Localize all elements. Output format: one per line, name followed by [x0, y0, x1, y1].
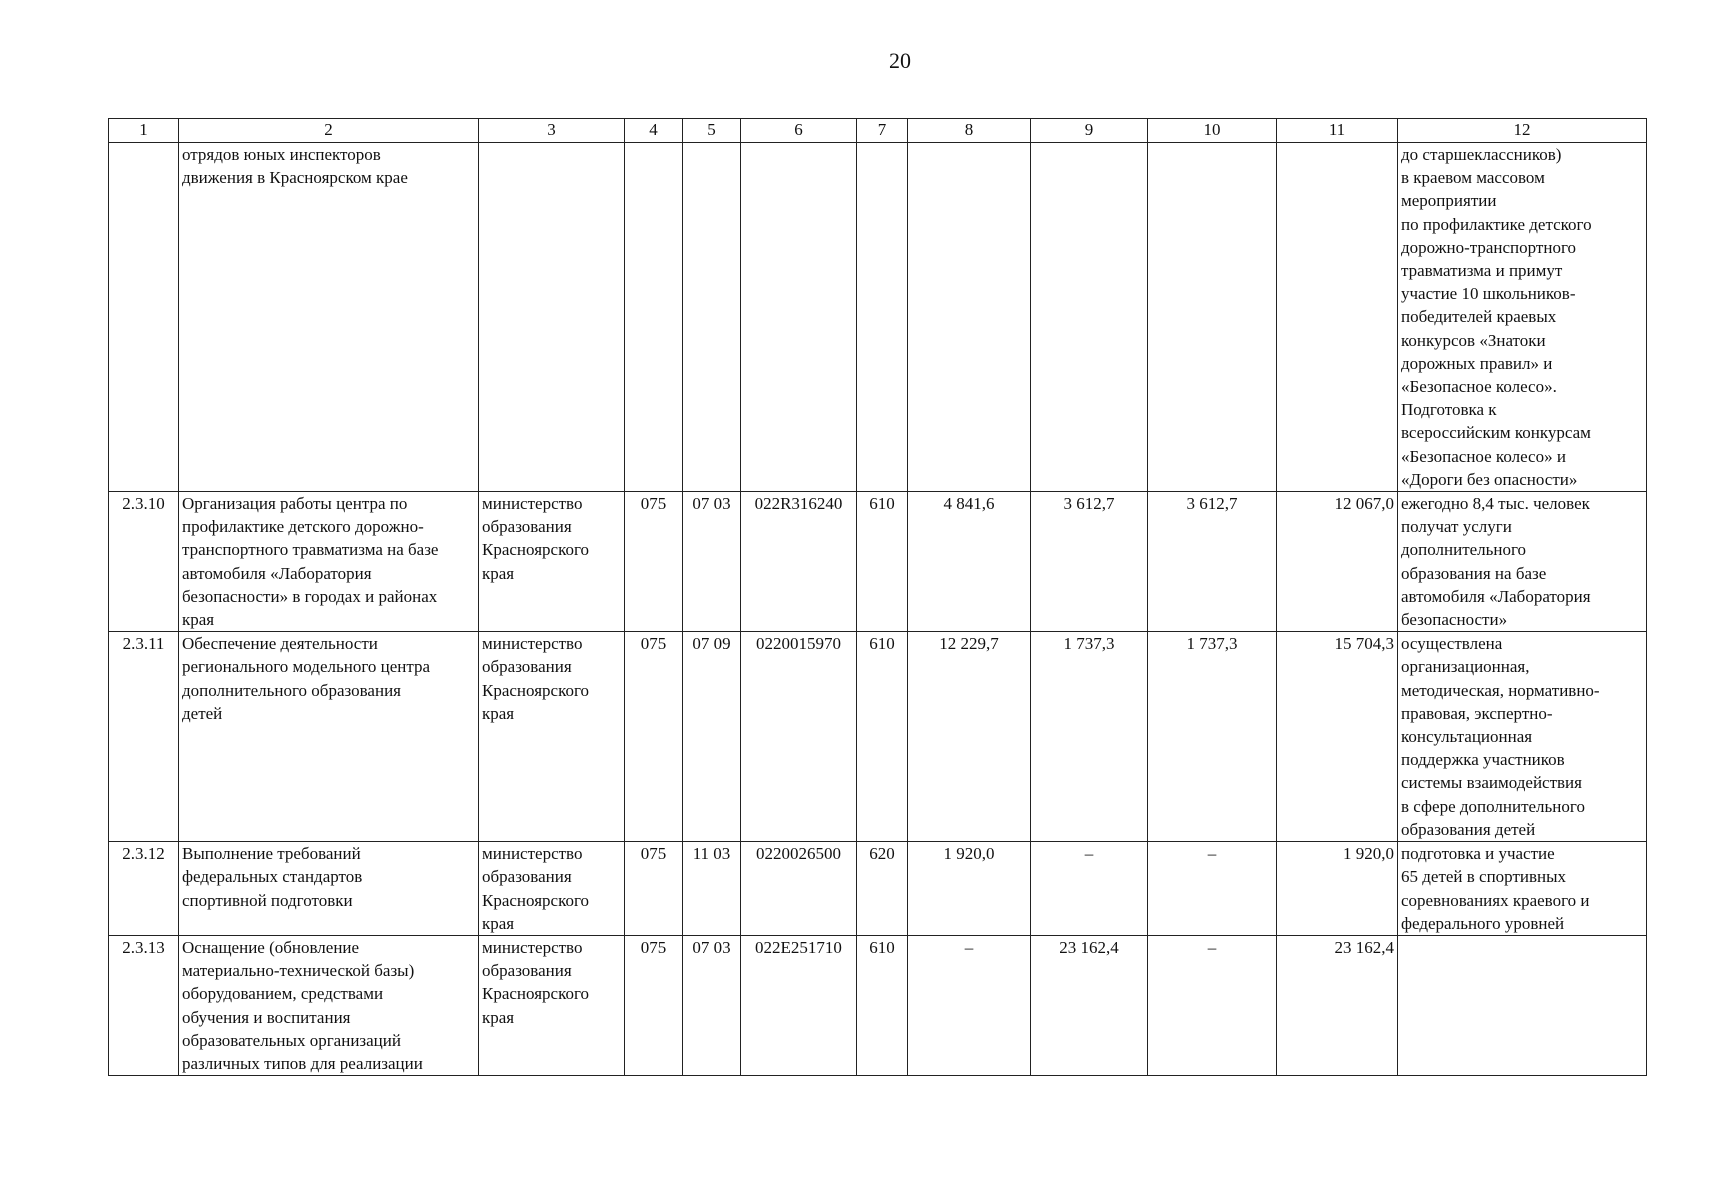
code-cell: 11 03	[683, 842, 741, 936]
amount-cell: 23 162,4	[1031, 935, 1148, 1075]
table-row	[109, 842, 1647, 936]
amount-cell: –	[1031, 842, 1148, 936]
amount-cell: 3 612,7	[1148, 492, 1277, 632]
amount-cell: 3 612,7	[1031, 492, 1148, 632]
code-cell: 07 03	[683, 492, 741, 632]
amount-cell: 1 920,0	[1277, 842, 1398, 936]
column-header: 9	[1031, 119, 1148, 143]
code-cell: 610	[857, 492, 908, 632]
code-cell: 07 03	[683, 935, 741, 1075]
code-cell	[857, 143, 908, 492]
item-number: 2.3.10	[109, 492, 179, 632]
amount-cell: 1 737,3	[1031, 632, 1148, 842]
table-row	[109, 143, 1647, 492]
program-table	[108, 118, 1647, 1076]
expected-result	[1398, 935, 1647, 1075]
table-row	[109, 935, 1647, 1075]
amount-cell	[1148, 143, 1277, 492]
code-cell: 620	[857, 842, 908, 936]
responsible-org: министерство образования Красноярского края	[479, 632, 625, 842]
activity-name: Выполнение требований федеральных стандартов спортивной подготовки	[179, 842, 479, 936]
item-number: 2.3.12	[109, 842, 179, 936]
activity-name: отрядов юных инспекторов движения в Красноярском крае	[179, 143, 479, 492]
column-header: 11	[1277, 119, 1398, 143]
table-row	[109, 492, 1647, 632]
responsible-org: министерство образования Красноярского края	[479, 492, 625, 632]
responsible-org	[479, 143, 625, 492]
code-cell: 075	[625, 842, 683, 936]
amount-cell: 15 704,3	[1277, 632, 1398, 842]
expected-result: ежегодно 8,4 тыс. человек получат услуги дополнительного образования на базе автомобиля «Лаборатория безопасности»	[1398, 492, 1647, 632]
amount-cell: –	[1148, 842, 1277, 936]
code-cell: 610	[857, 935, 908, 1075]
amount-cell: 12 067,0	[1277, 492, 1398, 632]
responsible-org: министерство образования Красноярского края	[479, 935, 625, 1075]
amount-cell: –	[1148, 935, 1277, 1075]
code-cell: 075	[625, 935, 683, 1075]
code-cell: 075	[625, 492, 683, 632]
activity-name: Организация работы центра по профилактике детского дорожно- транспортного травматизма на базе автомобиля «Лаборатория безопасности» в городах и районах края	[179, 492, 479, 632]
expected-result: подготовка и участие 65 детей в спортивных соревнованиях краевого и федерального уровней	[1398, 842, 1647, 936]
code-cell: 0220026500	[741, 842, 857, 936]
amount-cell	[1277, 143, 1398, 492]
amount-cell: –	[908, 935, 1031, 1075]
table-row	[109, 632, 1647, 842]
expected-result: до старшеклассников) в краевом массовом мероприятии по профилактике детского дорожно-транспортного травматизма и примут участие 10 школьников- победителей краевых конкурсов «Знатоки дорожных правил» и «Безопасное колесо». Подготовка к всероссийским конкурсам «Безопасное колесо» и «Дороги без опасности»	[1398, 143, 1647, 492]
column-header: 4	[625, 119, 683, 143]
column-header: 6	[741, 119, 857, 143]
amount-cell: 4 841,6	[908, 492, 1031, 632]
responsible-org: министерство образования Красноярского края	[479, 842, 625, 936]
column-header: 10	[1148, 119, 1277, 143]
column-header: 2	[179, 119, 479, 143]
column-header: 5	[683, 119, 741, 143]
column-header: 8	[908, 119, 1031, 143]
column-header: 12	[1398, 119, 1647, 143]
header-row	[109, 119, 1647, 143]
code-cell: 022R316240	[741, 492, 857, 632]
column-header: 1	[109, 119, 179, 143]
amount-cell: 12 229,7	[908, 632, 1031, 842]
code-cell	[625, 143, 683, 492]
code-cell: 0220015970	[741, 632, 857, 842]
column-header: 3	[479, 119, 625, 143]
expected-result: осуществлена организационная, методическая, нормативно- правовая, экспертно- консультационная поддержка участников системы взаимодействия в сфере дополнительного образования детей	[1398, 632, 1647, 842]
code-cell: 610	[857, 632, 908, 842]
code-cell	[741, 143, 857, 492]
activity-name: Обеспечение деятельности регионального модельного центра дополнительного образования детей	[179, 632, 479, 842]
code-cell: 022E251710	[741, 935, 857, 1075]
amount-cell: 1 920,0	[908, 842, 1031, 936]
amount-cell	[1031, 143, 1148, 492]
code-cell: 075	[625, 632, 683, 842]
item-number: 2.3.13	[109, 935, 179, 1075]
page-number: 20	[889, 48, 911, 73]
code-cell	[683, 143, 741, 492]
column-header: 7	[857, 119, 908, 143]
amount-cell: 1 737,3	[1148, 632, 1277, 842]
activity-name: Оснащение (обновление материально-технической базы) оборудованием, средствами обучения и воспитания образовательных организаций различных типов для реализации	[179, 935, 479, 1075]
amount-cell: 23 162,4	[1277, 935, 1398, 1075]
code-cell: 07 09	[683, 632, 741, 842]
item-number	[109, 143, 179, 492]
item-number: 2.3.11	[109, 632, 179, 842]
amount-cell	[908, 143, 1031, 492]
